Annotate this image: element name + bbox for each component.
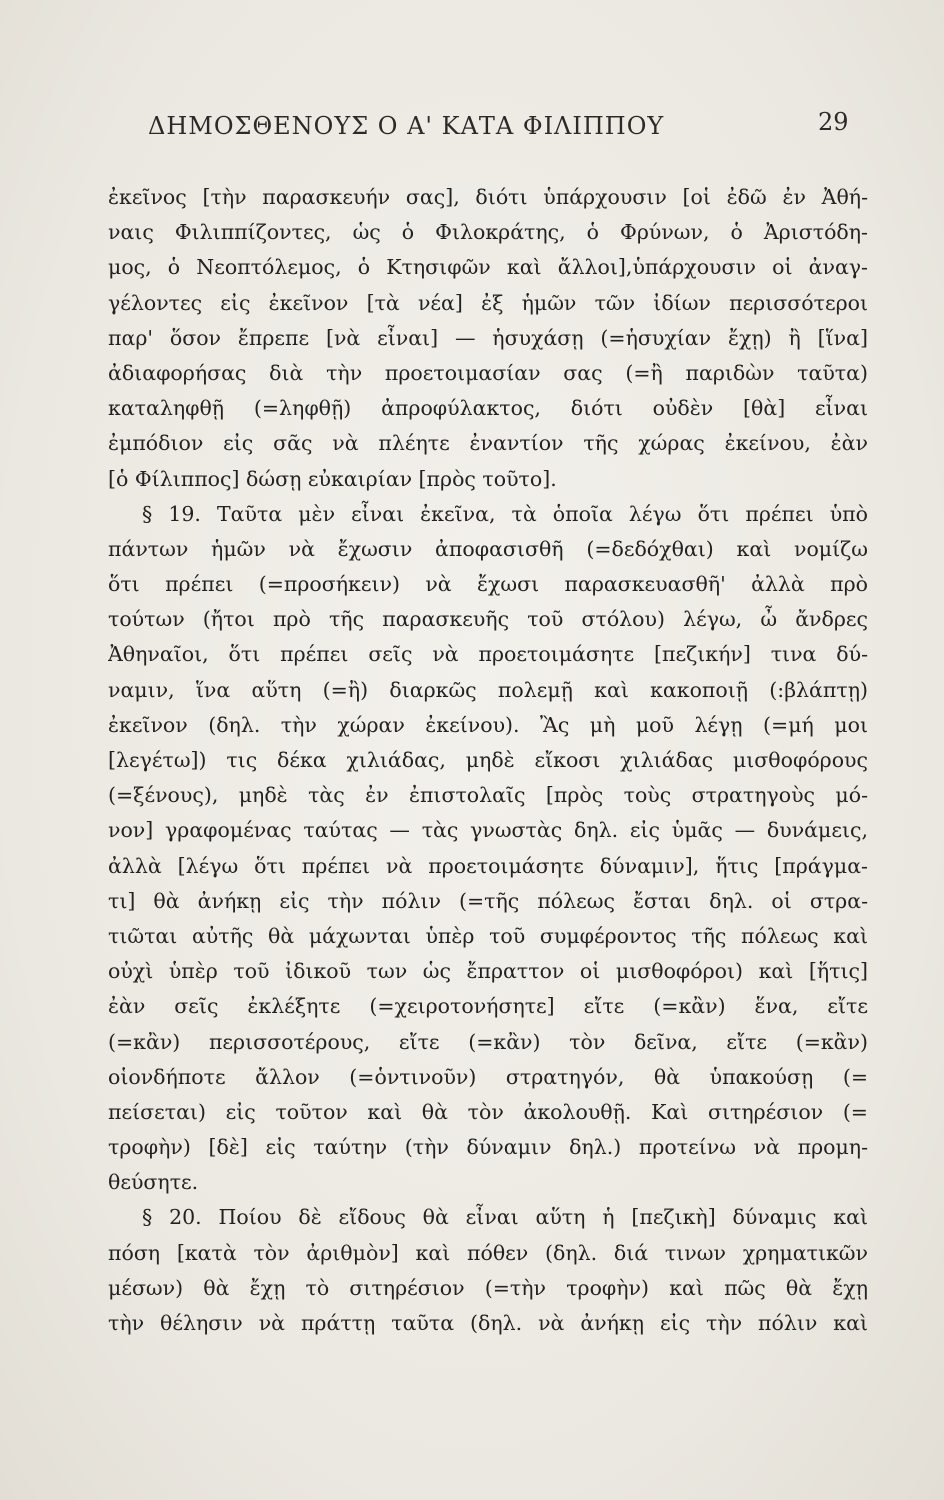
text-line: τὴν θέλησιν νὰ πράττῃ ταῦτα (δηλ. νὰ ἀνήκῃ εἰς τὴν πόλιν καὶ <box>108 1311 868 1335</box>
text-line: ναμιν, ἵνα αὕτη (=ἢ) διαρκῶς πολεμῇ καὶ κακοποιῇ (:βλάπτῃ) <box>108 677 868 702</box>
running-head-title: ΔΗΜΟΣΘΕΝΟΥΣ Ο Α' ΚΑΤΑ ΦΙΛΙΠΠΟΥ <box>148 112 665 140</box>
text-line: ἐμπόδιον εἰς σᾶς νὰ πλέητε ἐναντίον τῆς χώρας ἐκείνου, ἐὰν <box>108 431 868 456</box>
text-line: ἐκεῖνος [τὴν παρασκευήν σας], διότι ὑπάρχουσιν [οἱ ἐδῶ ἐν Ἀθή- <box>108 185 868 209</box>
text-line: μέσων) θὰ ἔχῃ τὸ σιτηρέσιον (=τὴν τροφὴν) καὶ πῶς θὰ ἔχῃ <box>108 1275 868 1300</box>
text-line: νον] γραφομένας ταύτας — τὰς γνωστὰς δηλ. εἰς ὑμᾶς — δυνάμεις, <box>108 818 868 843</box>
text-line: τι] θὰ ἀνήκῃ εἰς τὴν πόλιν (=τῆς πόλεως ἔσται δηλ. οἱ στρα- <box>108 888 868 913</box>
section-20-start: § 20. Ποίου δὲ εἴδους θὰ εἶναι αὕτη ἡ [πεζικὴ] δύναμις καὶ <box>142 1205 868 1230</box>
text-line: γέλοντες εἰς ἐκεῖνον [τὰ νέα] ἐξ ἡμῶν τῶν ἰδίων περισσότεροι <box>108 290 868 315</box>
text-line: παρ' ὅσον ἔπρεπε [νὰ εἶναι] — ἡσυχάσῃ (=ἡσυχίαν ἔχῃ) ἢ [ἵνα] <box>108 325 868 350</box>
text-line: (=ξένους), μηδὲ τὰς ἐν ἐπιστολαῖς [πρὸς τοὺς στρατηγοὺς μό- <box>108 783 868 808</box>
text-line: τούτων (ἤτοι πρὸ τῆς παρασκευῆς τοῦ στόλου) λέγω, ὦ ἄνδρες <box>108 607 868 632</box>
text-line: θεύσητε. <box>108 1170 199 1195</box>
text-line: καταληφθῇ (=ληφθῇ) ἀπροφύλακτος, διότι οὐδὲν [θὰ] εἶναι <box>108 396 868 421</box>
text-line: ναις Φιλιππίζοντες, ὡς ὁ Φιλοκράτης, ὁ Φρύνων, ὁ Ἀριστόδη- <box>108 220 868 245</box>
text-line: (=κἂν) περισσοτέρους, εἴτε (=κἂν) τὸν δεῖνα, εἴτε (=κἂν) <box>108 1029 868 1054</box>
text-line: μος, ὁ Νεοπτόλεμος, ὁ Κτησιφῶν καὶ ἄλλοι],ὑπάρχουσιν οἱ ἀναγ- <box>108 255 868 280</box>
text-line: τιῶται αὐτῆς θὰ μάχωνται ὑπὲρ τοῦ συμφέροντος τῆς πόλεως καὶ <box>108 923 868 948</box>
section-19-start: § 19. Ταῦτα μὲν εἶναι ἐκεῖνα, τὰ ὁποῖα λέγω ὅτι πρέπει ὑπὸ <box>142 501 868 526</box>
text-line: πάντων ἡμῶν νὰ ἔχωσιν ἀποφασισθῆ (=δεδόχθαι) καὶ νομίζω <box>108 536 868 561</box>
text-line: πείσεται) εἰς τοῦτον καὶ θὰ τὸν ἀκολουθῇ. Καὶ σιτηρέσιον (= <box>108 1099 868 1124</box>
text-line: ὅτι πρέπει (=προσήκειν) νὰ ἔχωσι παρασκευασθῆ' ἀλλὰ πρὸ <box>108 572 868 597</box>
body-text <box>108 180 868 1341</box>
text-line: ἐκεῖνον (δηλ. τὴν χώραν ἐκείνου). Ἂς μὴ μοῦ λέγῃ (=μή μοι <box>108 712 868 737</box>
text-line: [ὁ Φίλιππος] δώσῃ εὐκαιρίαν [πρὸς τοῦτο]. <box>108 466 557 491</box>
text-line: ἀλλὰ [λέγω ὅτι πρέπει νὰ προετοιμάσητε δύναμιν], ἥτις [πράγμα- <box>108 853 868 878</box>
text-line: τροφὴν) [δὲ] εἰς ταύτην (τὴν δύναμιν δηλ.) προτείνω νὰ προμη- <box>108 1135 868 1160</box>
text-line: ἐὰν σεῖς ἐκλέξητε (=χειροτονήσητε] εἴτε (=κἂν) ἕνα, εἴτε <box>108 994 868 1019</box>
text-line: πόση [κατὰ τὸν ἀριθμὸν] καὶ πόθεν (δηλ. διά τινων χρηματικῶν <box>108 1240 868 1265</box>
text-line: οὐχὶ ὑπὲρ τοῦ ἰδικοῦ των ὡς ἔπραττον οἱ μισθοφόροι) καὶ [ἥτις] <box>108 959 868 984</box>
text-line: Ἀθηναῖοι, ὅτι πρέπει σεῖς νὰ προετοιμάσητε [πεζικήν] τινα δύ- <box>108 642 868 667</box>
text-line: οἱονδήποτε ἄλλον (=ὁντινοῦν) στρατηγόν, θὰ ὑπακούσῃ (= <box>108 1064 868 1089</box>
text-line: ἀδιαφορήσας διὰ τὴν προετοιμασίαν σας (=ἢ παριδὼν ταῦτα) <box>108 360 868 385</box>
text-line: [λεγέτω]) τις δέκα χιλιάδας, μηδὲ εἴκοσι χιλιάδας μισθοφόρους <box>108 748 868 772</box>
page-number: 29 <box>818 108 849 136</box>
